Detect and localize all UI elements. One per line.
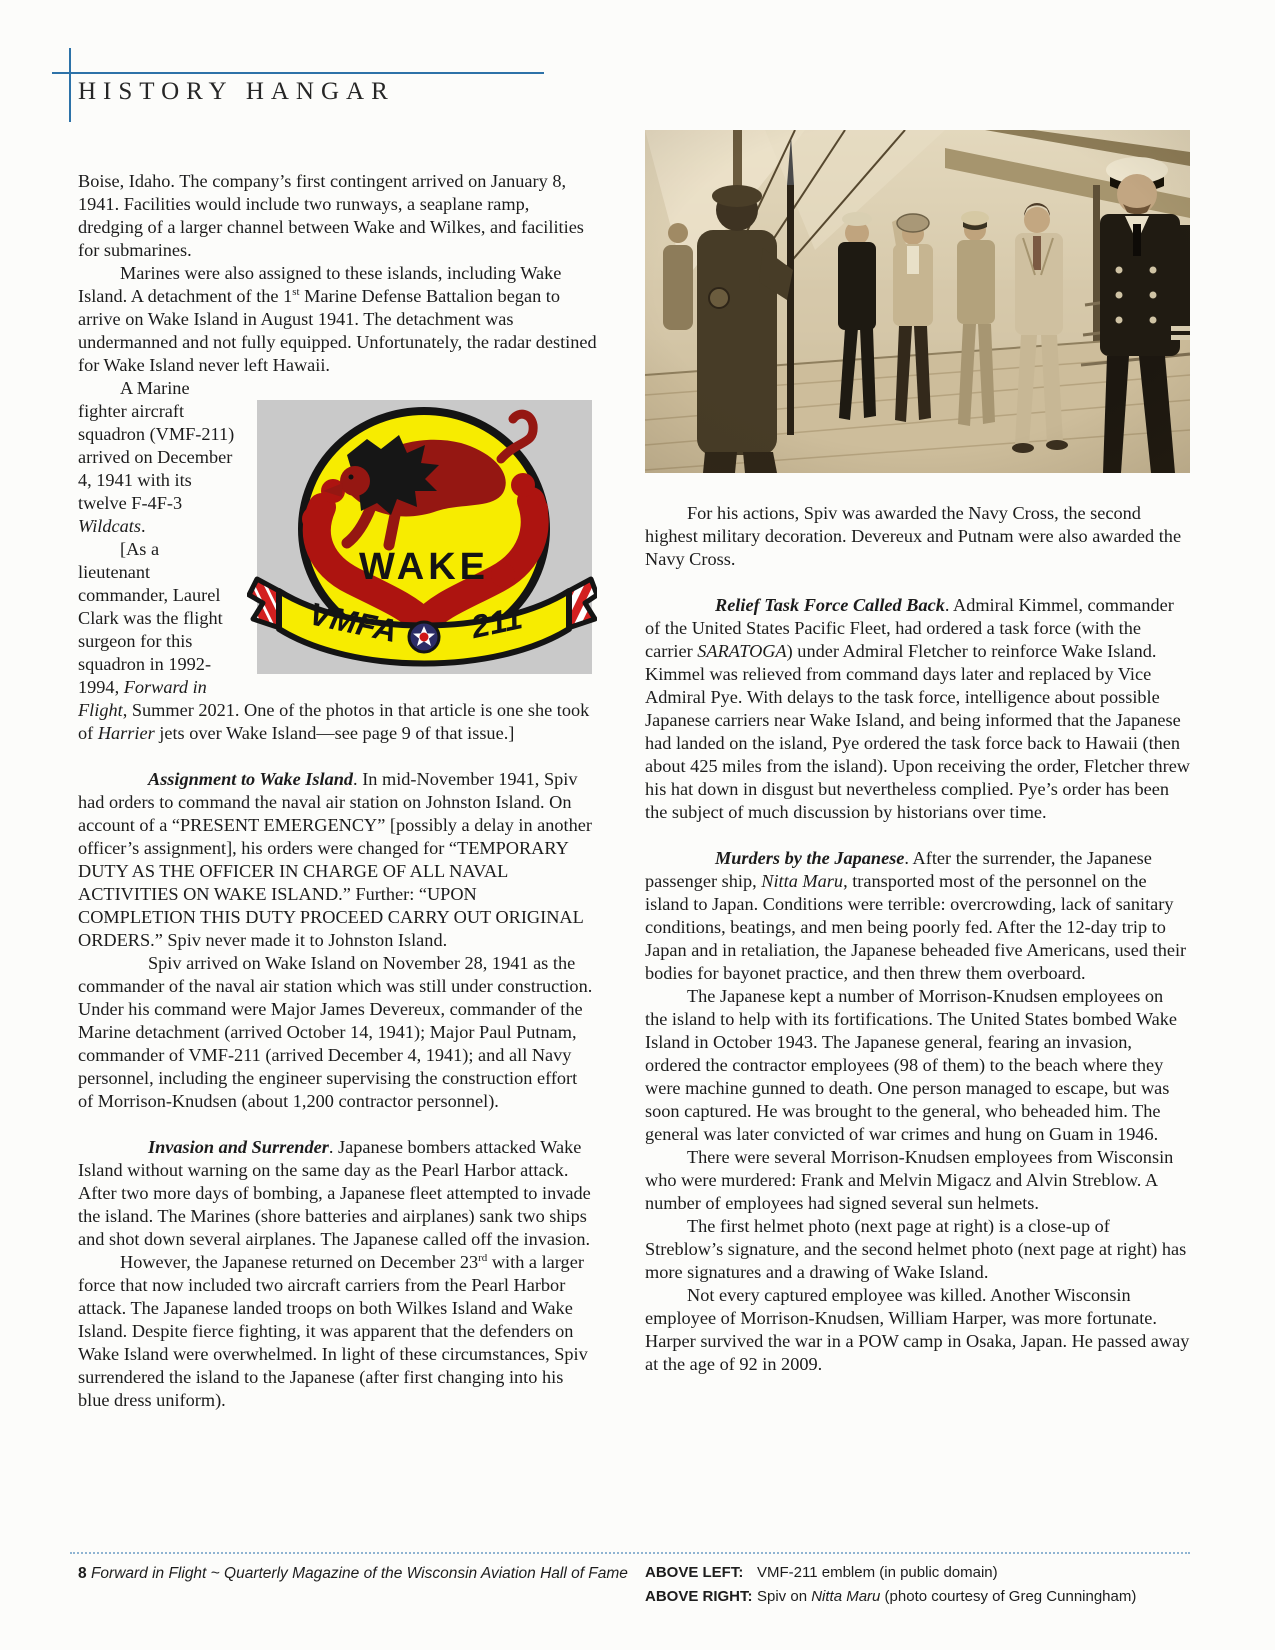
- header-vertical-rule: [69, 48, 71, 122]
- paragraph: For his actions, Spiv was awarded the Navy Cross, the second highest military decoration. Devereux and Putnam were also awarded the Navy Cross.: [645, 503, 1182, 569]
- photo-captions: [645, 1561, 1136, 1609]
- paragraph-invasion-and-surrender: Invasion and Surrender. Japanese bombers attacked Wake Island without warning on the same day as the Pearl Harbor attack. After two more days of bombing, a Japanese fleet attempted to invade the island. The Marines (shore batteries and airplanes) sank two ships and shot down several airplanes. The Japanese called off the invasion.: [78, 1137, 591, 1249]
- paragraph: Boise, Idaho. The company’s first contingent arrived on January 8, 1941. Facilities would include two runways, a seaplane ramp, dredging of a larger channel between Wake and Wilkes, and facilities for submarines.: [78, 171, 584, 260]
- page-title: HISTORY HANGAR: [78, 78, 395, 105]
- caption-label: ABOVE RIGHT:: [645, 1588, 753, 1605]
- emblem-wake-label: WAKE: [359, 546, 489, 588]
- vmf211-emblem-graphic: [247, 379, 597, 674]
- page-footer: 8 Forward in Flight ~ Quarterly Magazine of the Wisconsin Aviation Hall of Fame: [78, 1565, 628, 1582]
- paragraph: However, the Japanese returned on December 23rd with a larger force that now included two aircraft carriers from the Pearl Harbor attack. The Japanese landed troops on both Wilkes Island and Wake Island. Despite fierce fighting, it was apparent that the defenders on Wake Island were overwhelmed. In light of these circumstances, Spiv surrendered the island to the Japanese (after first changing into his blue dress uniform).: [78, 1251, 588, 1410]
- paragraph: The Japanese kept a number of Morrison-Knudsen employees on the island to help with its fortifications. The United States bombed Wake Island in October 1943. The Japanese general, fearing an invasion, ordered the contractor employees (98 of them) to the beach where they were machine gunned to death. One person managed to escape, but was soon captured. He was brought to the general, who beheaded him. The general was later convicted of war crimes and hung on Guam in 1946.: [645, 986, 1177, 1144]
- left-column: [78, 170, 597, 1412]
- caption-text: Spiv on Nitta Maru (photo courtesy of Greg Cunningham): [757, 1588, 1137, 1605]
- right-column: [645, 130, 1190, 1376]
- vmf211-emblem-image: [247, 379, 597, 674]
- paragraph-relief-task-force: Relief Task Force Called Back. Admiral Kimmel, commander of the United States Pacific Fleet, had ordered a task force (with the carrier SARATOGA) under Admiral Fletcher to reinforce Wake Island. Kimmel was relieved from command days later and replaced by Vice Admiral Pye. With delays to the task force, intelligence about possible Japanese carriers near Wake Island, and being informed that the Japanese had landed on the island, Pye ordered the task force back to Hawaii (then about 425 miles from the island). Upon receiving the order, Fletcher threw his hat down in disgust but nevertheless complied. Pye’s order has been the subject of much discussion by historians over time.: [645, 595, 1191, 822]
- paragraph: There were several Morrison-Knudsen employees from Wisconsin who were murdered: Frank and Melvin Migacz and Alvin Streblow. A number of employees had signed several sun helmets.: [645, 1147, 1174, 1213]
- photo-caption-row: [645, 1585, 1136, 1609]
- header-horizontal-rule: [52, 72, 544, 74]
- paragraph-assignment-to-wake-island: Assignment to Wake Island. In mid-November 1941, Spiv had orders to command the naval air station on Johnston Island. On account of a “PRESENT EMERGENCY” [possibly a delay in another officer’s assignment], his orders were changed for “TEMPORARY DUTY AS THE OFFICER IN CHARGE OF ALL NAVAL ACTIVITIES ON WAKE ISLAND.” Further: “UPON COMPLETION THIS DUTY PROCEED CARRY OUT ORIGINAL ORDERS.” Spiv never made it to Johnston Island.: [78, 769, 592, 950]
- paragraph: [As a lieutenant commander, Laurel Clark was the flight surgeon for this squadron in 1992-1994, Forward in Flight, Summer 2021. One of the photos in that article is one she took of Harrier jets over Wake Island—see page 9 of that issue.]: [78, 539, 590, 743]
- paragraph: Marines were also assigned to these islands, including Wake Island. A detachment of the 1st Marine Defense Battalion began to arrive on Wake Island in August 1941. The detachment was undermanned and not fully equipped. Unfortunately, the radar destined for Wake Island never left Hawaii.: [78, 263, 597, 375]
- paragraph-murders-by-the-japanese: Murders by the Japanese. After the surrender, the Japanese passenger ship, Nitta Maru, transported most of the personnel on the island to Japan. Conditions were terrible: overcrowding, lack of sanitary conditions, beatings, and men being poorly fed. After the 12-day trip to Japan and in retaliation, the Japanese beheaded five Americans, used their bodies for bayonet practice, and then threw them overboard.: [645, 848, 1187, 983]
- footer-dotted-rule: [70, 1552, 1190, 1554]
- paragraph: Not every captured employee was killed. Another Wisconsin employee of Morrison-Knudsen, William Harper, was more fortunate. Harper survived the war in a POW camp in Osaka, Japan. He passed away at the age of 92 in 2009.: [645, 1285, 1190, 1374]
- photo-caption-row: [645, 1561, 1136, 1585]
- nitta-maru-deck-photo: [645, 130, 1190, 473]
- paragraph: The first helmet photo (next page at right) is a close-up of Streblow’s signature, and the second helmet photo (next page at right) has more signatures and a drawing of Wake Island.: [645, 1216, 1187, 1282]
- caption-text: VMF-211 emblem (in public domain): [757, 1564, 998, 1581]
- banner-211-label: 211: [468, 599, 526, 646]
- banner-vmfa-label: VMFA: [306, 595, 401, 650]
- paragraph: Spiv arrived on Wake Island on November 28, 1941 as the commander of the naval air station which was still under construction. Under his command were Major James Devereux, commander of the Marine detachment (arrived October 14, 1941); Major Paul Putnam, commander of VMF-211 (arrived December 4, 1941); and all Navy personnel, including the engineer supervising the construction effort of Morrison-Knudsen (about 1,200 contractor personnel).: [78, 953, 593, 1111]
- deck-photo-graphic: [645, 130, 1190, 473]
- paragraph: A Marine fighter aircraft squadron (VMF-211) arrived on December 4, 1941 with its twelve F-4F-3 Wildcats.: [78, 378, 235, 536]
- star-roundel-icon: [409, 622, 439, 652]
- caption-label: ABOVE LEFT:: [645, 1564, 744, 1581]
